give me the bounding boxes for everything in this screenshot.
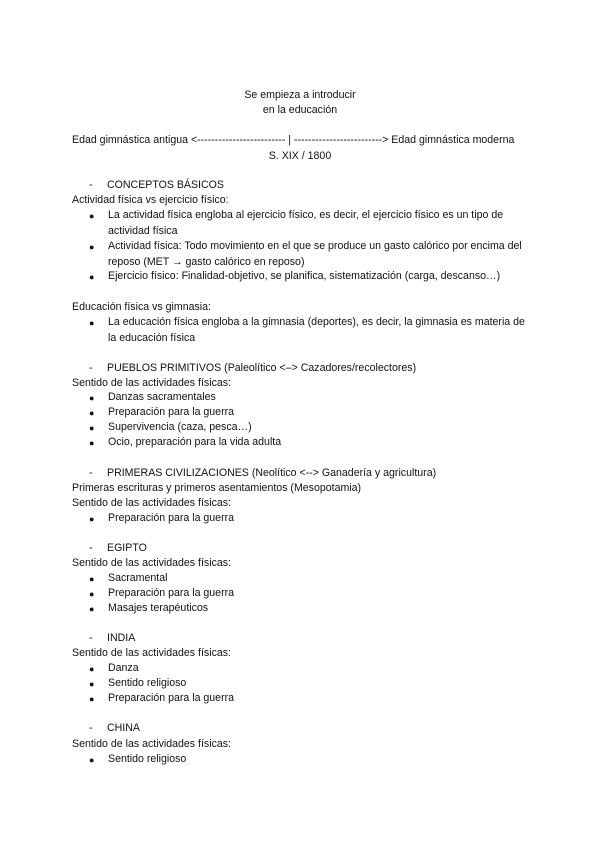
list-item: La educación física engloba a la gimnasia (deportes), es decir, la gimnasia es materia de la educación física <box>108 316 525 344</box>
section-dash: - <box>89 179 93 191</box>
bullet-icon: ● <box>89 694 95 704</box>
group-heading-educacion: Educación física vs gimnasia: <box>72 301 211 313</box>
list-item: Ocio, preparación para la vida adulta <box>108 436 282 448</box>
group-heading-sentido: Sentido de las actividades físicas: <box>72 377 231 389</box>
section-title-egipto: EGIPTO <box>107 542 147 554</box>
header-line-2: en la educación <box>262 104 338 116</box>
list-item: La actividad física engloba al ejercicio físico, es decir, el ejercicio físico es un tipo de actividad física <box>108 209 504 237</box>
bullet-icon: ● <box>89 679 95 689</box>
group-heading-sentido: Sentido de las actividades físicas: <box>72 738 231 750</box>
list-item: Danzas sacramentales <box>108 391 216 403</box>
section-title-text: PUEBLOS PRIMITIVOS <box>107 362 222 374</box>
bullet-icon: ● <box>89 211 95 221</box>
bullet-icon: ● <box>89 272 95 282</box>
bullet-icon: ● <box>89 408 95 418</box>
list-item: Actividad física: Todo movimiento en el que se produce un gasto calórico por encima del reposo (MET → gasto calórico en reposo) <box>108 240 522 268</box>
section-dash: - <box>89 362 93 374</box>
section-title-china: CHINA <box>107 722 140 734</box>
group-heading-sentido: Sentido de las actividades físicas: <box>72 647 231 659</box>
bullet-icon: ● <box>89 574 95 584</box>
section-subtitle: (Neolítico <--> Ganadería y agricultura) <box>251 467 437 479</box>
timeline-date: S. XIX / 1800 <box>268 150 332 162</box>
timeline-text: Edad gimnástica antigua <------------------------- | -------------------------> Edad gimnástica moderna <box>72 134 515 146</box>
section-title-text: PRIMERAS CIVILIZACIONES <box>107 467 249 479</box>
section-dash: - <box>89 467 93 479</box>
list-item: Masajes terapéuticos <box>108 602 209 614</box>
bullet-icon: ● <box>89 755 95 765</box>
group-heading-sentido: Sentido de las actividades físicas: <box>72 557 231 569</box>
section-title-civilizaciones <box>107 466 436 480</box>
bullet-icon: ● <box>89 664 95 674</box>
group-heading-sentido: Sentido de las actividades físicas: <box>72 497 231 509</box>
bullet-icon: ● <box>89 423 95 433</box>
section-title-pueblos <box>107 361 416 375</box>
bullet-icon: ● <box>89 438 95 448</box>
section-title-india: INDIA <box>107 632 136 644</box>
list-item: Sentido religioso <box>108 677 187 689</box>
section-dash: - <box>89 722 93 734</box>
list-item: Sentido religioso <box>108 753 187 765</box>
list-item: Supervivencia (caza, pesca…) <box>108 421 252 433</box>
section-subtitle: (Paleolítico <–> Cazadores/recolectores) <box>224 362 417 374</box>
bullet-icon: ● <box>89 393 95 403</box>
bullet-icon: ● <box>89 242 95 252</box>
list-item: Preparación para la guerra <box>108 512 235 524</box>
list-item: Preparación para la guerra <box>108 406 235 418</box>
group-heading-actividad: Actividad física vs ejercicio físico: <box>72 194 229 206</box>
section-dash: - <box>89 632 93 644</box>
list-item: Preparación para la guerra <box>108 692 235 704</box>
bullet-icon: ● <box>89 514 95 524</box>
header-line-1: Se empieza a introducir <box>244 89 356 101</box>
list-item: Danza <box>108 662 139 674</box>
list-item: Preparación para la guerra <box>108 587 235 599</box>
bullet-icon: ● <box>89 589 95 599</box>
section-title-conceptos: CONCEPTOS BÁSICOS <box>107 179 224 191</box>
section-note: Primeras escrituras y primeros asentamientos (Mesopotamia) <box>72 482 362 494</box>
section-dash: - <box>89 542 93 554</box>
bullet-icon: ● <box>89 318 95 328</box>
bullet-icon: ● <box>89 604 95 614</box>
list-item: Ejercicio físico: Finalidad-objetivo, se planifica, sistematización (carga, descanso…) <box>108 270 501 282</box>
list-item: Sacramental <box>108 572 168 584</box>
